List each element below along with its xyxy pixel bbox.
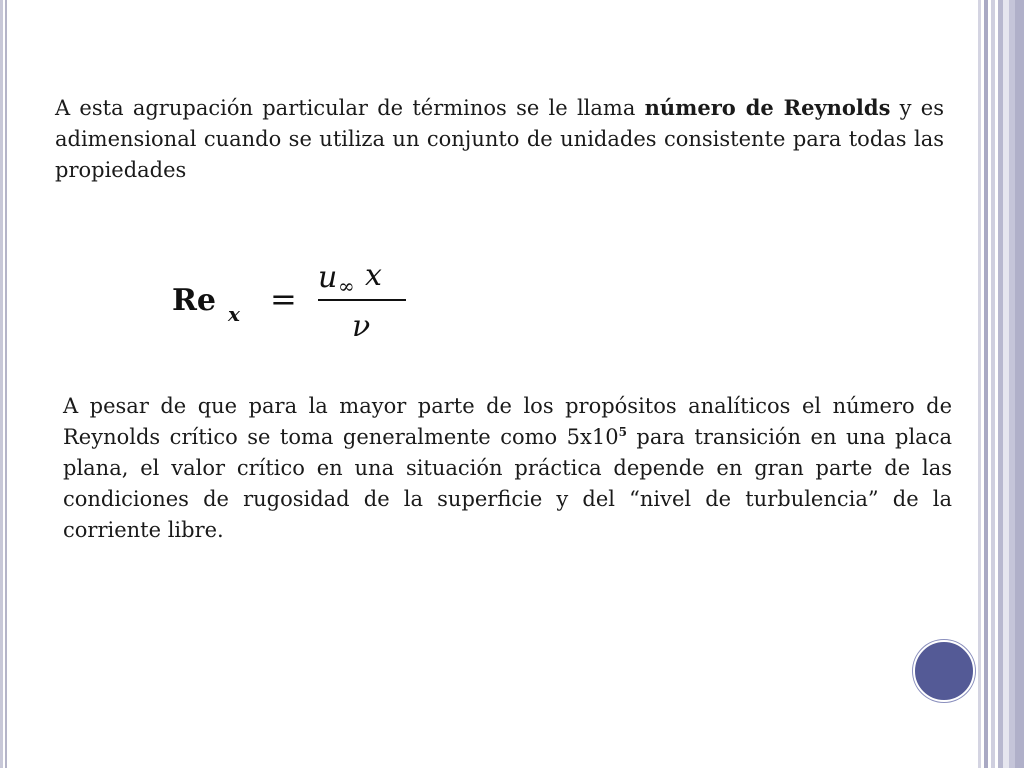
formula-nu: ν — [352, 309, 371, 344]
formula-equals: = — [270, 280, 297, 318]
exponent-5: 5 — [618, 425, 627, 439]
formula-x: x — [365, 258, 382, 293]
fraction-bar — [318, 299, 406, 301]
paragraph-2-text-end: para transición en una placa plana, el valor crítico en una situación práctica depende en gran parte de las condiciones de rugosidad de la superficie y del “nivel de turbulencia” de la corriente libre. — [63, 425, 952, 542]
paragraph-critical-reynolds — [63, 391, 952, 546]
paragraph-1-text-start: A esta agrupación particular de términos se le llama — [55, 96, 645, 120]
formula-infinity: ∞ — [338, 274, 355, 298]
formula-subscript-x: x — [228, 302, 240, 326]
paragraph-1-text-end: y es adimensional cuando se utiliza un conjunto de unidades consistente para todas las propiedades — [55, 96, 944, 182]
right-border-decoration — [977, 0, 1024, 768]
paragraph-2-text-start: A pesar de que para la mayor parte de los propósitos analíticos el número de Reynolds crítico se toma generalmente como 5x10 — [63, 394, 952, 449]
decorative-circle — [913, 640, 975, 702]
formula-u: u — [318, 260, 338, 295]
formula-re: Re — [172, 283, 217, 318]
reynolds-formula — [168, 255, 418, 345]
reynolds-number-term: número de Reynolds — [644, 95, 891, 120]
left-border-decoration — [0, 0, 10, 768]
paragraph-reynolds-definition — [55, 92, 944, 186]
